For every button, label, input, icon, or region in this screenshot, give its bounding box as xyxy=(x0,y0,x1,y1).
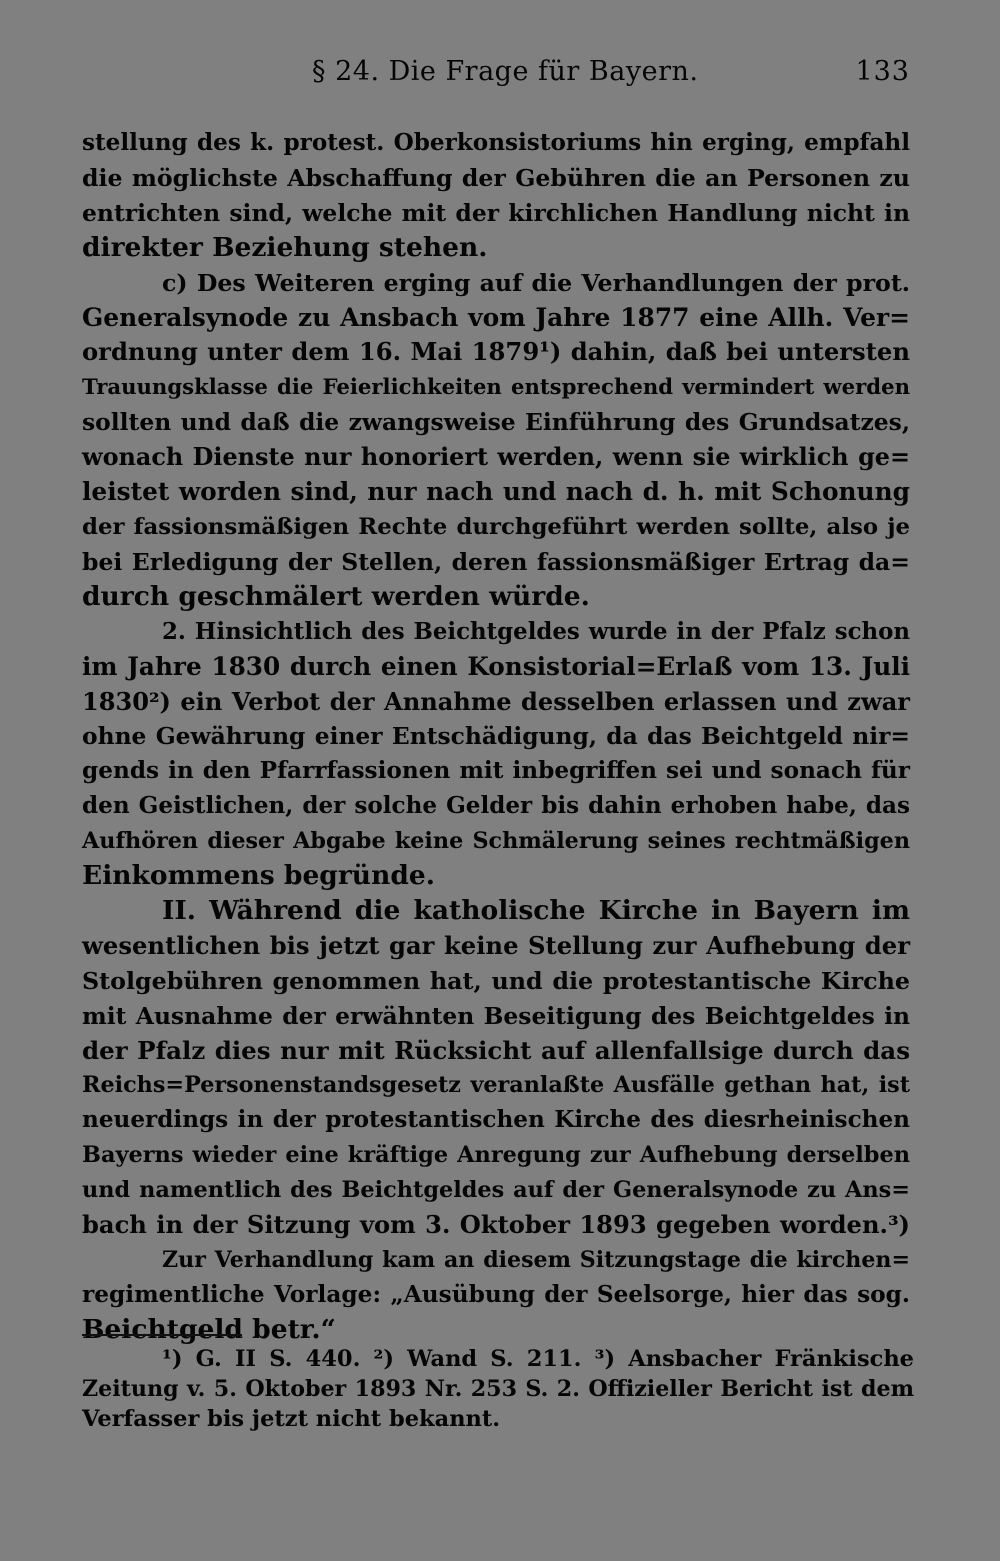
text-line: Trauungsklasse die Feierlichkeiten entsprechend vermindert werden xyxy=(82,374,910,400)
text-line: Bayerns wieder eine kräftige Anregung zur Aufhebung derselben xyxy=(82,1142,910,1169)
text-line: den Geistlichen, der solche Gelder bis dahin erhoben habe, das xyxy=(82,792,910,820)
text-line: Generalsynode zu Ansbach vom Jahre 1877 eine Allh. Ver= xyxy=(82,302,910,332)
text-line: sollten und daß die zwangsweise Einführung des Grundsatzes, xyxy=(82,408,910,437)
footnote-line: ¹) G. II S. 440. ²) Wand S. 211. ³) Ansbacher Fränkische xyxy=(162,1346,914,1372)
running-head xyxy=(80,56,910,96)
text-line: im Jahre 1830 durch einen Konsistorial=Erlaß vom 13. Juli xyxy=(82,651,910,681)
text-line: wonach Dienste nur honoriert werden, wenn sie wirklich ge= xyxy=(82,443,910,472)
text-line: c) Des Weiteren erging auf die Verhandlungen der prot. xyxy=(162,268,910,297)
text-line: Beichtgeld betr.“ xyxy=(82,1313,336,1345)
text-line: 2. Hinsichtlich des Beichtgeldes wurde in der Pfalz schon xyxy=(162,618,910,645)
body-text xyxy=(82,126,910,1348)
text-line: ohne Gewährung einer Entschädigung, da das Beichtgeld nir= xyxy=(82,722,910,751)
text-line: leistet worden sind, nur nach und nach d. h. mit Schonung xyxy=(82,477,910,507)
text-line: stellung des k. protest. Oberkonsistoriums hin erging, empfahl xyxy=(82,129,910,156)
footnote-divider xyxy=(82,1334,242,1336)
text-line: die möglichste Abschaffung der Gebühren die an Personen zu xyxy=(82,163,910,192)
text-line: direkter Beziehung stehen. xyxy=(82,231,488,263)
text-line: der Pfalz dies nur mit Rücksicht auf allenfallsige durch das xyxy=(82,1035,910,1065)
page-number: 133 xyxy=(855,56,910,87)
text-line: regimentliche Vorlage: „Ausübung der Seelsorge, hier das sog. xyxy=(82,1280,910,1308)
text-line: und namentlich des Beichtgeldes auf der Generalsynode zu Ans= xyxy=(82,1177,910,1204)
text-line: Aufhören dieser Abgabe keine Schmälerung seines rechtmäßigen xyxy=(82,828,910,855)
text-line: wesentlichen bis jetzt gar keine Stellung zur Aufhebung der xyxy=(82,930,910,960)
footnote-line: Zeitung v. 5. Oktober 1893 Nr. 253 S. 2. Offizieller Bericht ist dem xyxy=(82,1376,914,1402)
text-line: gends in den Pfarrfassionen mit inbegriffen sei und sonach für xyxy=(82,757,910,785)
text-line: bach in der Sitzung vom 3. Oktober 1893 gegeben worden.³) xyxy=(82,1210,910,1240)
text-line: mit Ausnahme der erwähnten Beseitigung des Beichtgeldes in xyxy=(82,1001,910,1030)
text-line: bei Erledigung der Stellen, deren fassionsmäßiger Ertrag da= xyxy=(82,547,910,576)
text-line: neuerdings in der protestantischen Kirche des diesrheinischen xyxy=(82,1106,910,1134)
section-heading: § 24. Die Frage für Bayern. xyxy=(312,56,699,87)
text-line: ordnung unter dem 16. Mai 1879¹) dahin, daß bei untersten xyxy=(82,337,910,367)
text-line: Zur Verhandlung kam an diesem Sitzungstage die kirchen= xyxy=(162,1247,910,1273)
text-line: II. Während die katholische Kirche in Bayern im xyxy=(162,894,910,926)
text-line: Stolgebühren genommen hat, und die protestantische Kirche xyxy=(82,966,910,995)
text-line: Reichs=Personenstandsgesetz veranlaßte Ausfälle gethan hat, ist xyxy=(82,1072,910,1099)
text-line: Einkommens begründe. xyxy=(82,860,435,892)
text-line: der fassionsmäßigen Rechte durchgeführt werden sollte, also je xyxy=(82,513,910,540)
footnote-line: Verfasser bis jetzt nicht bekannt. xyxy=(82,1406,501,1432)
text-line: durch geschmälert werden würde. xyxy=(82,580,590,612)
text-line: 1830²) ein Verbot der Annahme desselben erlassen und zwar xyxy=(82,686,910,716)
text-line: entrichten sind, welche mit der kirchlichen Handlung nicht in xyxy=(82,198,910,227)
footnotes xyxy=(82,1344,914,1434)
